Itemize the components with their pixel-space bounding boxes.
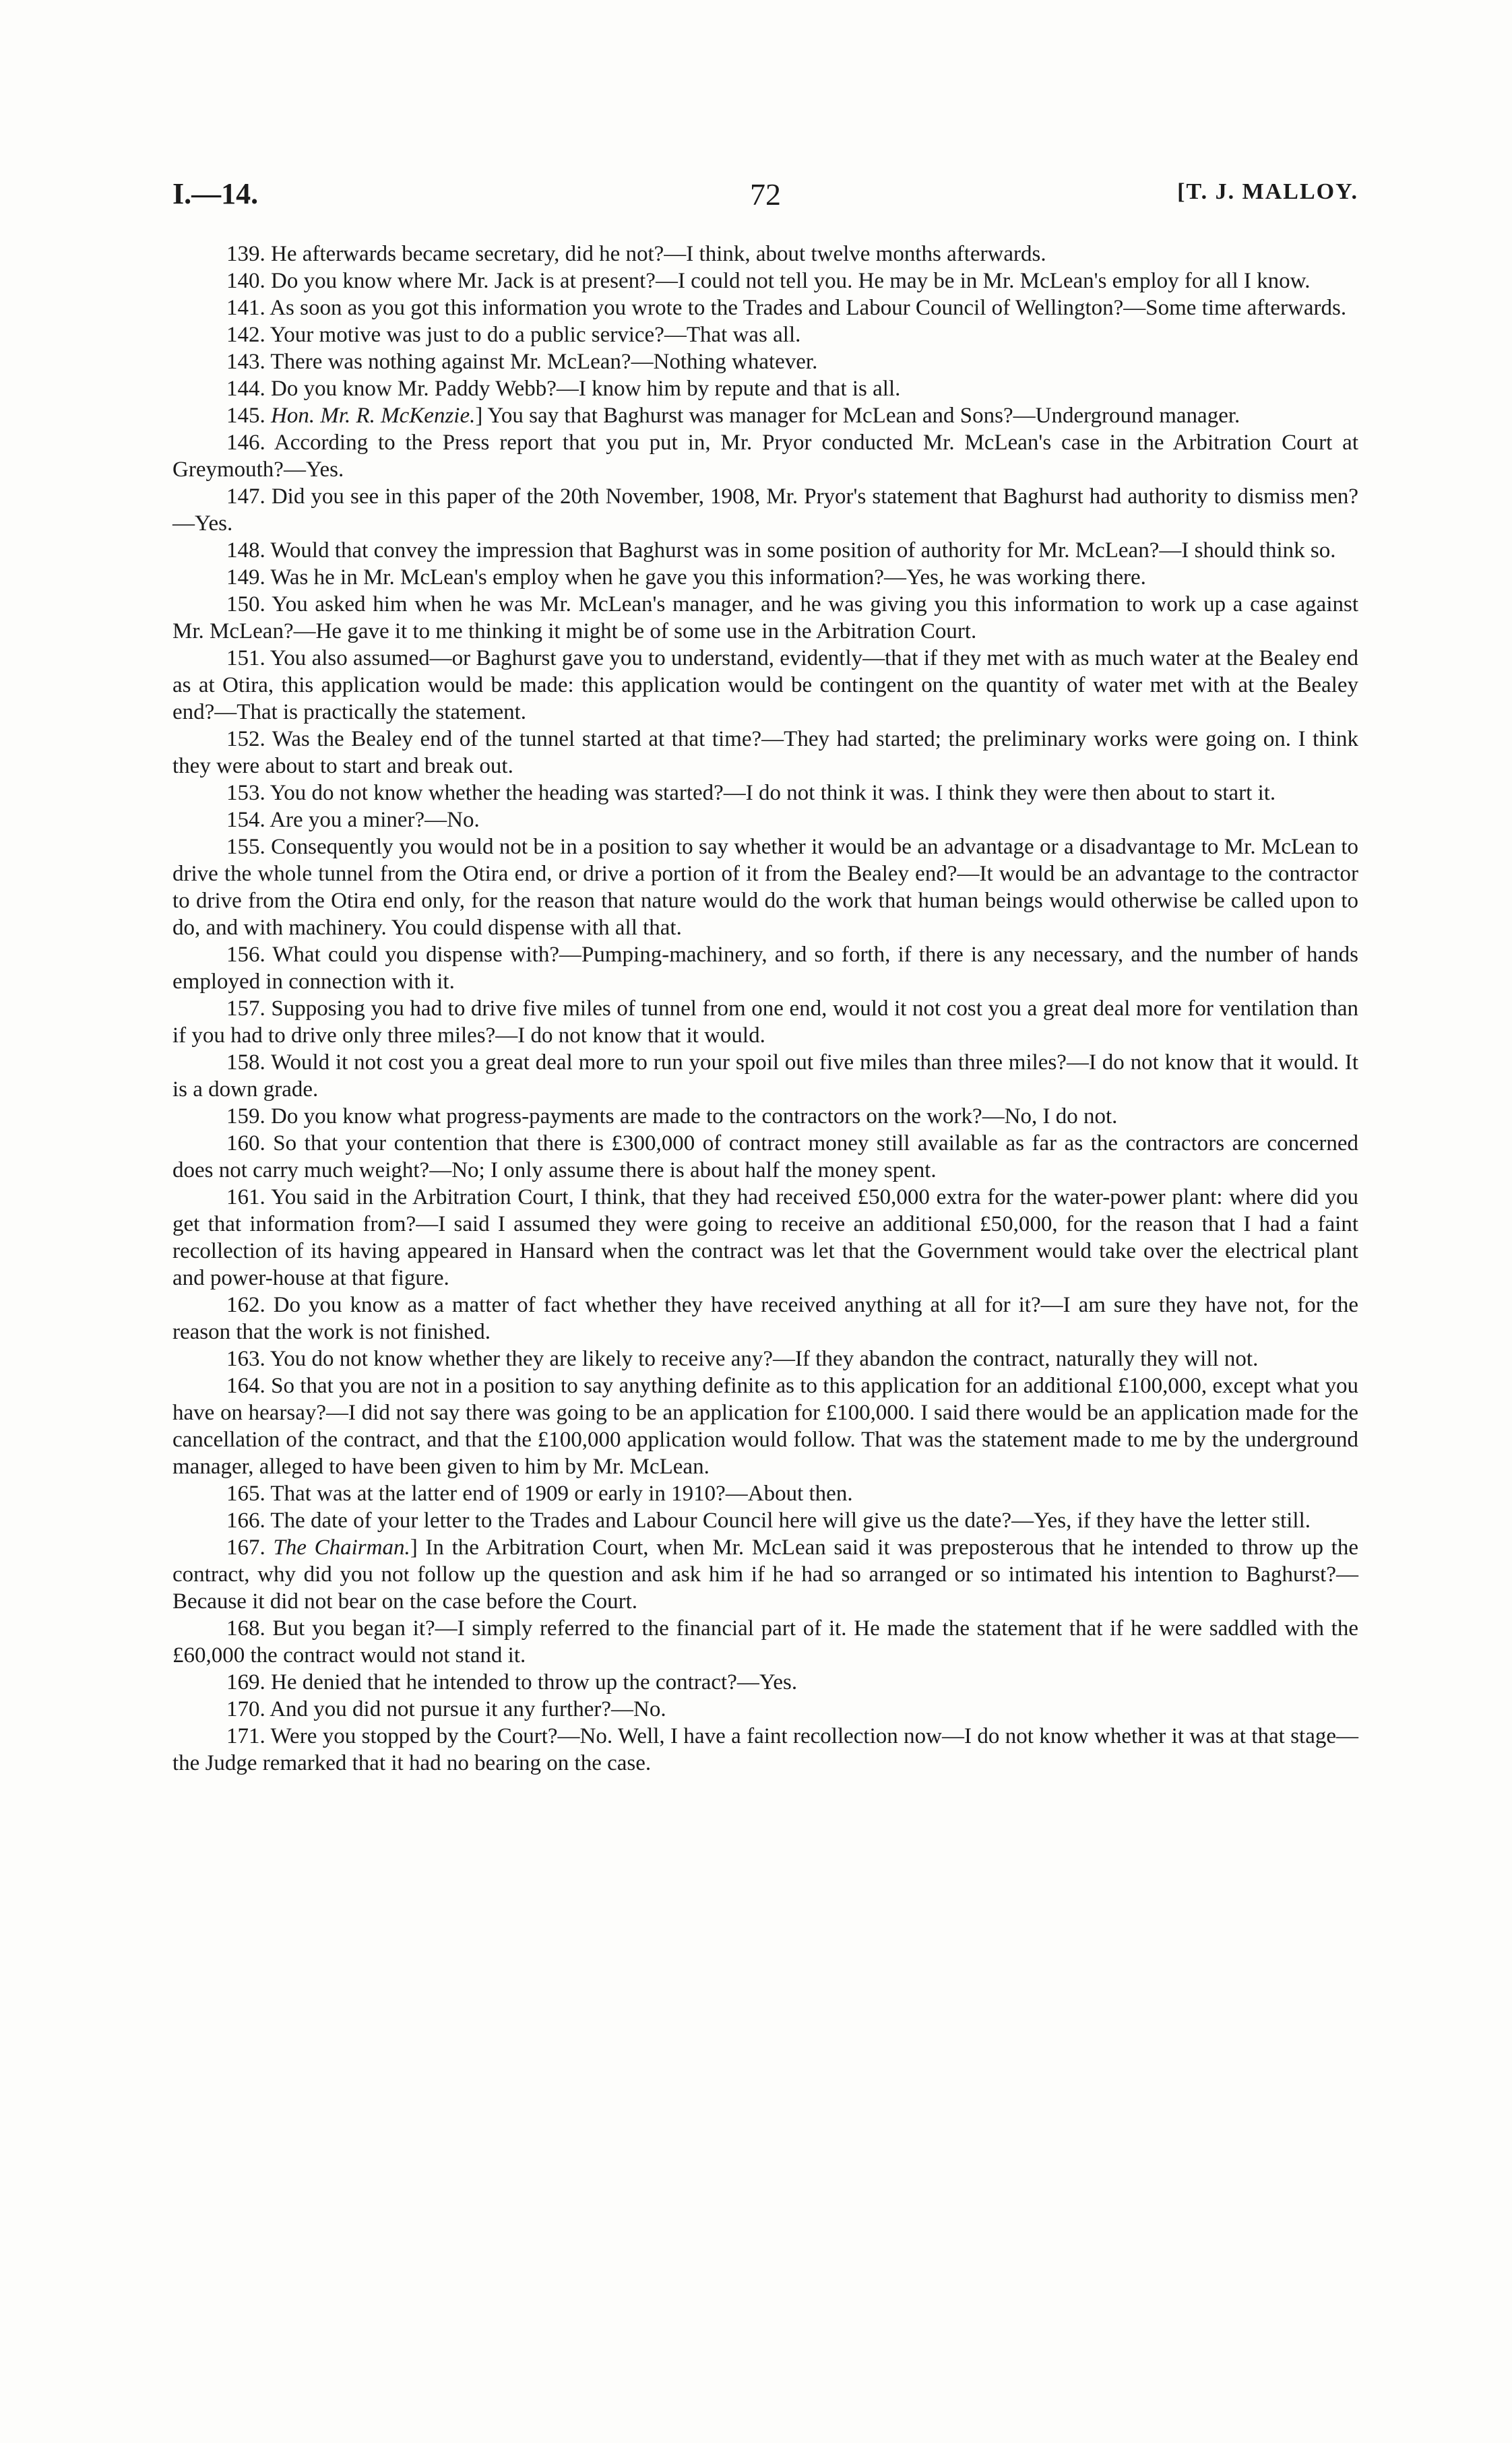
testimony-entry: [172, 1345, 1358, 1372]
entry-text: So that you are not in a position to say anything definite as to this application for an additional £100,000, except what you have on hearsay?—I did not say there was going to be an application for £100,000. I said there would be an application made for the cancellation of the contract, and that the £100,000 application would follow. That was the statement made to me by the underground manager, alleged to have been given to him by Mr. McLean.: [172, 1374, 1358, 1479]
testimony-entry: [172, 1723, 1358, 1777]
entry-number: 161.: [226, 1185, 265, 1209]
entry-text: Did you see in this paper of the 20th November, 1908, Mr. Pryor's statement that Baghurst had authority to dismiss men?—Yes.: [172, 484, 1358, 536]
entry-text: Were you stopped by the Court?—No. Well, I have a faint recollection now—I do not know whether it was at that stage—the Judge remarked that it had no bearing on the case.: [172, 1724, 1358, 1775]
testimony-entry: [172, 1184, 1358, 1292]
entry-number: 165.: [226, 1482, 265, 1506]
entry-number: 166.: [226, 1509, 265, 1533]
entry-text: Do you know what progress-payments are made to the contractors on the work?—No, I do not.: [271, 1104, 1118, 1129]
entry-number: 157.: [226, 996, 265, 1021]
entry-text: What could you dispense with?—Pumping-machinery, and so forth, if there is any necessary, and the number of hands employed in connection with it.: [172, 943, 1358, 994]
testimony-entry: [172, 1507, 1358, 1534]
entry-text: Do you know where Mr. Jack is at present?—I could not tell you. He may be in Mr. McLean's employ for all I know.: [271, 269, 1311, 293]
speaker-name: The Chairman.: [273, 1535, 410, 1560]
page-header: [172, 177, 1358, 217]
entry-number: 154.: [226, 808, 265, 832]
entry-number: 155.: [226, 835, 265, 859]
entry-number: 149.: [226, 565, 265, 590]
testimony-entry: [172, 1480, 1358, 1507]
entry-number: 160.: [226, 1131, 265, 1155]
entry-text: Do you know Mr. Paddy Webb?—I know him by repute and that is all.: [271, 377, 901, 401]
entry-text: You say that Baghurst was manager for McLean and Sons?—Underground manager.: [487, 404, 1240, 428]
testimony-entry: [172, 348, 1358, 375]
entry-number: 150.: [226, 592, 265, 616]
entry-number: 153.: [226, 781, 265, 805]
entry-text: Was he in Mr. McLean's employ when he gave you this information?—Yes, he was working there.: [270, 565, 1146, 590]
entry-text: You asked him when he was Mr. McLean's manager, and he was giving you this information to work up a case against Mr. McLean?—He gave it to me thinking it might be of some use in the Arbitration Court.: [172, 592, 1358, 643]
entry-number: 171.: [226, 1724, 265, 1748]
testimony-entry: [172, 1669, 1358, 1696]
entry-number: 148.: [226, 538, 265, 563]
entry-number: 156.: [226, 943, 265, 967]
entry-text: But you began it?—I simply referred to the financial part of it. He made the statement that if he were saddled with the £60,000 the contract would not stand it.: [172, 1616, 1358, 1668]
entry-number: 164.: [226, 1374, 265, 1398]
entry-number: 143.: [226, 350, 265, 374]
entry-number: 142.: [226, 323, 265, 347]
entry-text: In the Arbitration Court, when Mr. McLean said it was preposterous that he intended to throw up the contract, why did you not follow up the question and ask him if he had so arranged or so intimated his intention to Baghurst?—Because it did not bear on the case before the Court.: [172, 1535, 1358, 1614]
entry-number: 141.: [226, 296, 265, 320]
entry-text: Consequently you would not be in a position to say whether it would be an advantage or a disadvantage to Mr. McLean to drive the whole tunnel from the Otira end, or drive a portion of it from the Bealey end?—It would be an advantage to the contractor to drive from the Otira end only, for the reason that nature would do the work that human beings would otherwise be called upon to do, and with machinery. You could dispense with all that.: [172, 835, 1359, 940]
testimony-entry: [172, 1292, 1358, 1345]
entry-text: According to the Press report that you put in, Mr. Pryor conducted Mr. McLean's case in the Arbitration Court at Greymouth?—Yes.: [172, 431, 1358, 482]
entry-text: You do not know whether the heading was started?—I do not think it was. I think they were then about to start it.: [270, 781, 1276, 805]
entry-text: And you did not pursue it any further?—No.: [270, 1697, 666, 1721]
entry-text: You do not know whether they are likely to receive any?—If they abandon the contract, naturally they will not.: [270, 1347, 1259, 1371]
entry-number: 145.: [226, 404, 265, 428]
entry-text: Supposing you had to drive five miles of tunnel from one end, would it not cost you a great deal more for ventilation than if you had to drive only three miles?—I do not know that it would.: [172, 996, 1359, 1048]
testimony-entry: [172, 537, 1358, 564]
testimony-entry: [172, 1372, 1358, 1480]
testimony-entry: [172, 564, 1358, 591]
page-number: 72: [750, 177, 781, 212]
testimony-entry: [172, 483, 1358, 537]
entry-number: 146.: [226, 431, 265, 455]
entry-number: 163.: [226, 1347, 265, 1371]
testimony-entry: [172, 780, 1358, 806]
testimony-entry: [172, 995, 1358, 1049]
entry-text: That was at the latter end of 1909 or early in 1910?—About then.: [270, 1482, 853, 1506]
testimony-entry: [172, 1696, 1358, 1723]
testimony-entry: [172, 241, 1358, 267]
entry-number: 159.: [226, 1104, 265, 1129]
testimony-body: [172, 241, 1358, 1777]
entry-number: 139.: [226, 242, 265, 266]
entry-text: Do you know as a matter of fact whether they have received anything at all for it?—I am sure they have not, for the reason that the work is not finished.: [172, 1293, 1358, 1344]
entry-number: 140.: [226, 269, 265, 293]
entry-number: 151.: [226, 646, 265, 670]
paper-reference: I.—14.: [172, 177, 259, 210]
testimony-entry: [172, 645, 1358, 726]
entry-text: He afterwards became secretary, did he not?—I think, about twelve months afterwards.: [271, 242, 1046, 266]
testimony-entry: [172, 1103, 1358, 1130]
testimony-entry: [172, 1049, 1358, 1103]
testimony-entry: [172, 321, 1358, 348]
testimony-entry: [172, 1615, 1358, 1669]
entry-text: You also assumed—or Baghurst gave you to understand, evidently—that if they met with as much water at the Bealey end as at Otira, this application would be made: this application would be contingent on the quantity of water met with at the Bealey end?—That is practically the statement.: [172, 646, 1358, 724]
entry-text: He denied that he intended to throw up the contract?—Yes.: [271, 1670, 798, 1694]
testimony-entry: [172, 429, 1358, 483]
entry-text: Are you a miner?—No.: [270, 808, 480, 832]
entry-text: Would that convey the impression that Baghurst was in some position of authority for Mr. McLean?—I should think so.: [270, 538, 1336, 563]
testimony-entry: [172, 833, 1358, 941]
testimony-entry: [172, 941, 1358, 995]
entry-text: You said in the Arbitration Court, I think, that they had received £50,000 extra for the water-power plant: where did you get that information from?—I said I assumed they were going to receive an additional £50,000, for the reason that I had a faint recollection of its having appeared in Hansard when the contract was let that the Government would take over the electrical plant and power-house at that figure.: [172, 1185, 1358, 1290]
testimony-entry: [172, 591, 1358, 645]
entry-number: 170.: [226, 1697, 265, 1721]
entry-number: 152.: [226, 727, 265, 751]
testimony-entry: [172, 1130, 1358, 1184]
testimony-entry: 145. Hon. Mr. R. McKenzie.] You say that Baghurst was manager for McLean and Sons?—Underground manager.: [226, 404, 1240, 428]
entry-number: 144.: [226, 377, 265, 401]
entry-text: Would it not cost you a great deal more to run your spoil out five miles than three miles?—I do not know that it would. It is a down grade.: [172, 1050, 1359, 1102]
witness-name: [T. J. MALLOY.: [1177, 179, 1358, 204]
entry-number: 168.: [226, 1616, 265, 1641]
testimony-entry: [172, 267, 1358, 294]
entry-text: As soon as you got this information you wrote to the Trades and Labour Council of Wellington?—Some time afterwards.: [270, 296, 1347, 320]
entry-text: There was nothing against Mr. McLean?—Nothing whatever.: [270, 350, 818, 374]
entry-number: 167.: [226, 1535, 265, 1560]
entry-text: Your motive was just to do a public service?—That was all.: [270, 323, 801, 347]
entry-number: 162.: [226, 1293, 265, 1317]
entry-number: 147.: [226, 484, 265, 509]
entry-number: 169.: [226, 1670, 265, 1694]
entry-text: The date of your letter to the Trades and Labour Council here will give us the date?—Yes, if they have the letter still.: [270, 1509, 1311, 1533]
entry-text: So that your contention that there is £300,000 of contract money still available as far as the contractors are concerned does not carry much weight?—No; I only assume there is about half the money spent.: [172, 1131, 1359, 1182]
entry-number: 158.: [226, 1050, 265, 1075]
testimony-entry: [172, 294, 1358, 321]
testimony-entry: [172, 375, 1358, 402]
testimony-entry: [172, 726, 1358, 780]
entry-text: Was the Bealey end of the tunnel started at that time?—They had started; the preliminary works were going on. I think they were about to start and break out.: [172, 727, 1359, 778]
testimony-entry: 167. The Chairman.] In the Arbitration Court, when Mr. McLean said it was preposterous that he intended to throw up the contract, why did you not follow up the question and ask him if he had so arranged or so intimated his intention to Baghurst?—Because it did not bear on the case before the Court.: [172, 1535, 1358, 1614]
testimony-entry: [172, 806, 1358, 833]
speaker-name: Hon. Mr. R. McKenzie.: [271, 404, 476, 428]
